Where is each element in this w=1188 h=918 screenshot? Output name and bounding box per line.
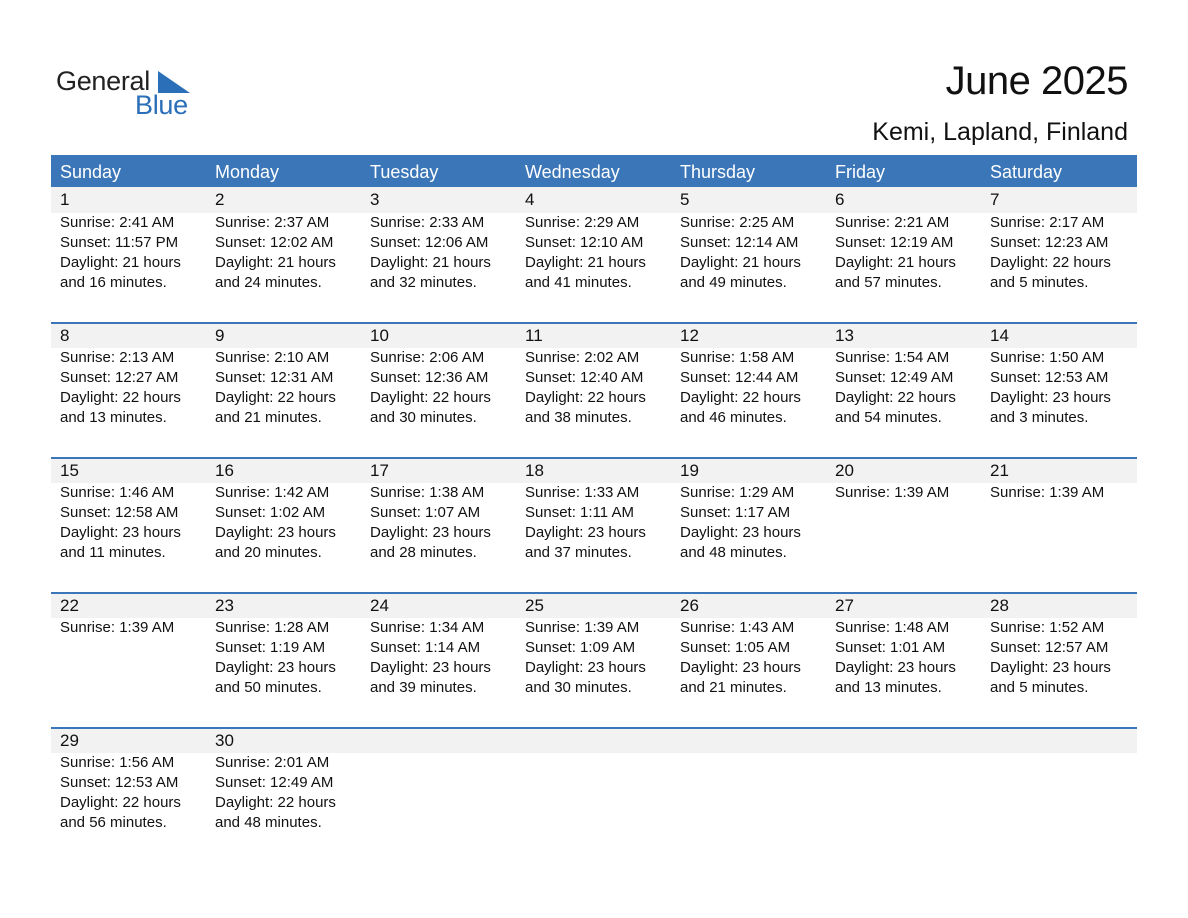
day-info <box>215 618 361 698</box>
day-info-line: Sunrise: 1:46 AM <box>60 484 175 501</box>
day-info-line: and 30 minutes. <box>525 679 632 696</box>
day-info-line: and 37 minutes. <box>525 544 632 561</box>
day-number: 10 <box>370 326 389 345</box>
day-cell <box>361 594 516 698</box>
day-info-line: Sunset: 12:23 AM <box>990 234 1109 251</box>
day-info-line: Sunset: 1:17 AM <box>680 504 791 521</box>
day-info-line: Daylight: 23 hours <box>680 659 801 676</box>
day-info-line: Daylight: 22 hours <box>680 389 801 406</box>
day-cell <box>51 594 206 698</box>
day-info-line: Sunrise: 1:39 AM <box>990 484 1105 501</box>
day-info <box>60 348 206 428</box>
day-info-line: Sunrise: 1:50 AM <box>990 349 1105 366</box>
day-info-line: and 39 minutes. <box>370 679 477 696</box>
day-info-line: Sunset: 12:58 AM <box>60 504 179 521</box>
weekday-monday: Monday <box>215 162 280 182</box>
week-days <box>51 187 1137 293</box>
day-cell <box>671 187 826 293</box>
weekday-sunday: Sunday <box>60 162 122 182</box>
day-info <box>680 213 826 293</box>
day-number: 7 <box>990 190 1000 209</box>
day-number: 12 <box>680 326 699 345</box>
day-info-line: Daylight: 21 hours <box>215 254 336 271</box>
day-info-line: Sunrise: 2:25 AM <box>680 214 795 231</box>
day-number: 15 <box>60 461 79 480</box>
day-info-line: Sunrise: 2:21 AM <box>835 214 950 231</box>
day-cell <box>516 729 671 833</box>
day-info-line: Sunrise: 2:37 AM <box>215 214 330 231</box>
day-cell <box>826 729 981 833</box>
day-info-line: Sunset: 1:02 AM <box>215 504 326 521</box>
day-info <box>990 483 1137 503</box>
day-info-line: Sunset: 12:06 AM <box>370 234 489 251</box>
day-info <box>990 618 1137 698</box>
day-info-line: Daylight: 21 hours <box>835 254 956 271</box>
day-info-line: and 54 minutes. <box>835 409 942 426</box>
day-cell <box>671 729 826 833</box>
week-days <box>51 324 1137 428</box>
day-info-line: and 20 minutes. <box>215 544 322 561</box>
day-info-line: Daylight: 21 hours <box>525 254 646 271</box>
day-cell <box>826 324 981 428</box>
day-info-line: Sunset: 1:14 AM <box>370 639 481 656</box>
day-info-line: Daylight: 23 hours <box>370 659 491 676</box>
day-info-line: and 11 minutes. <box>60 544 166 561</box>
day-cell <box>51 459 206 563</box>
day-info-line: and 48 minutes. <box>680 544 787 561</box>
day-cell <box>516 459 671 563</box>
day-info-line: Daylight: 22 hours <box>215 794 336 811</box>
day-info-line: Daylight: 21 hours <box>370 254 491 271</box>
day-info-line: Daylight: 22 hours <box>215 389 336 406</box>
day-info-line: Sunset: 12:49 AM <box>215 774 334 791</box>
day-info <box>680 483 826 563</box>
day-cell <box>516 324 671 428</box>
day-number <box>680 729 826 753</box>
day-number <box>370 729 516 753</box>
day-info-line: Sunrise: 1:39 AM <box>60 619 175 636</box>
day-info <box>215 213 361 293</box>
weekday-friday: Friday <box>835 162 886 182</box>
day-info-line: Daylight: 23 hours <box>525 524 646 541</box>
day-info <box>835 483 981 503</box>
day-info-line: and 49 minutes. <box>680 274 787 291</box>
day-info <box>370 348 516 428</box>
day-info-line: Sunset: 12:53 AM <box>990 369 1109 386</box>
day-info-line: Sunset: 12:36 AM <box>370 369 489 386</box>
day-info-line: Sunset: 12:53 AM <box>60 774 179 791</box>
day-info-line: Daylight: 22 hours <box>525 389 646 406</box>
day-info <box>215 348 361 428</box>
day-cell <box>361 459 516 563</box>
day-info-line: and 13 minutes. <box>835 679 942 696</box>
day-cell <box>51 324 206 428</box>
day-number: 6 <box>835 190 845 209</box>
day-info-line: Sunset: 12:57 AM <box>990 639 1109 656</box>
day-cell <box>981 459 1137 563</box>
day-info-line: Sunset: 1:05 AM <box>680 639 791 656</box>
day-info <box>215 753 361 833</box>
day-info <box>990 213 1137 293</box>
day-cell <box>361 729 516 833</box>
day-number: 16 <box>215 461 234 480</box>
day-info-line: Sunrise: 1:33 AM <box>525 484 640 501</box>
day-number: 18 <box>525 461 544 480</box>
day-cell <box>826 187 981 293</box>
day-info-line: and 24 minutes. <box>215 274 322 291</box>
day-info-line: Sunset: 12:49 AM <box>835 369 954 386</box>
day-info-line: and 46 minutes. <box>680 409 787 426</box>
day-info-line: Sunrise: 1:58 AM <box>680 349 795 366</box>
day-number: 2 <box>215 190 225 209</box>
day-info-line: Daylight: 21 hours <box>60 254 181 271</box>
day-number <box>525 729 671 753</box>
day-info-line: Sunrise: 2:17 AM <box>990 214 1105 231</box>
calendar-weeks <box>51 187 1137 862</box>
day-info-line: and 56 minutes. <box>60 814 167 831</box>
day-info-line: and 57 minutes. <box>835 274 942 291</box>
day-cell <box>826 459 981 563</box>
day-number: 14 <box>990 326 1009 345</box>
day-info <box>370 618 516 698</box>
day-info-line: Sunset: 1:07 AM <box>370 504 481 521</box>
day-number: 26 <box>680 596 699 615</box>
day-info <box>525 483 671 563</box>
day-cell <box>206 187 361 293</box>
day-info-line: Sunrise: 2:41 AM <box>60 214 175 231</box>
day-cell <box>51 729 206 833</box>
day-info-line: Daylight: 23 hours <box>370 524 491 541</box>
weekday-thursday: Thursday <box>680 162 756 182</box>
day-info-line: Sunset: 1:19 AM <box>215 639 326 656</box>
calendar-week <box>51 187 1137 322</box>
day-info-line: Daylight: 23 hours <box>525 659 646 676</box>
calendar-week <box>51 457 1137 592</box>
day-info <box>215 483 361 563</box>
day-info-line: Sunrise: 2:33 AM <box>370 214 485 231</box>
day-number: 27 <box>835 596 854 615</box>
day-info-line: Daylight: 23 hours <box>990 389 1111 406</box>
day-cell <box>206 459 361 563</box>
day-info-line: Sunrise: 2:02 AM <box>525 349 640 366</box>
day-info-line: Sunrise: 1:38 AM <box>370 484 485 501</box>
day-info-line: and 5 minutes. <box>990 274 1089 291</box>
day-info <box>835 213 981 293</box>
day-info-line: Sunrise: 2:06 AM <box>370 349 485 366</box>
day-info-line: and 41 minutes. <box>525 274 632 291</box>
day-info-line: Sunrise: 1:42 AM <box>215 484 330 501</box>
day-info <box>60 213 206 293</box>
day-cell <box>206 324 361 428</box>
weekday-tuesday: Tuesday <box>370 162 439 182</box>
day-number <box>990 729 1137 753</box>
day-info-line: Sunrise: 1:39 AM <box>525 619 640 636</box>
day-cell <box>671 594 826 698</box>
day-info-line: Sunset: 12:31 AM <box>215 369 334 386</box>
day-info-line: Sunrise: 1:29 AM <box>680 484 795 501</box>
calendar-week <box>51 322 1137 457</box>
logo-blue-text: Blue <box>135 90 188 120</box>
day-cell <box>51 187 206 293</box>
day-info-line: and 48 minutes. <box>215 814 322 831</box>
day-info-line: Daylight: 22 hours <box>60 794 181 811</box>
day-number: 21 <box>990 461 1009 480</box>
day-cell <box>361 187 516 293</box>
calendar-week <box>51 727 1137 862</box>
day-number: 5 <box>680 190 690 209</box>
day-info <box>835 348 981 428</box>
day-info-line: Sunrise: 1:48 AM <box>835 619 950 636</box>
day-cell <box>206 729 361 833</box>
weekday-saturday: Saturday <box>990 162 1063 182</box>
day-number: 30 <box>215 731 234 750</box>
weekday-header <box>51 155 1137 187</box>
day-number <box>835 729 981 753</box>
day-info <box>60 753 206 833</box>
day-info-line: Daylight: 23 hours <box>835 659 956 676</box>
day-info-line: Daylight: 23 hours <box>990 659 1111 676</box>
day-info <box>370 213 516 293</box>
day-number: 25 <box>525 596 544 615</box>
week-days <box>51 594 1137 698</box>
day-info-line: Sunset: 1:11 AM <box>525 504 634 521</box>
weekday-wednesday: Wednesday <box>525 162 620 182</box>
day-info <box>525 213 671 293</box>
day-cell <box>981 187 1137 293</box>
day-info-line: and 13 minutes. <box>60 409 167 426</box>
logo-general-text: General <box>56 66 150 96</box>
day-number: 8 <box>60 326 70 345</box>
day-info-line: and 21 minutes. <box>680 679 787 696</box>
day-info-line: and 21 minutes. <box>215 409 322 426</box>
day-info-line: Sunrise: 1:54 AM <box>835 349 950 366</box>
day-info-line: and 32 minutes. <box>370 274 477 291</box>
day-info-line: Daylight: 22 hours <box>60 389 181 406</box>
day-number: 13 <box>835 326 854 345</box>
day-info-line: Sunrise: 1:34 AM <box>370 619 485 636</box>
calendar-week <box>51 592 1137 727</box>
day-number: 9 <box>215 326 225 345</box>
day-info-line: Daylight: 22 hours <box>370 389 491 406</box>
day-number: 23 <box>215 596 234 615</box>
day-cell <box>516 187 671 293</box>
day-cell <box>671 459 826 563</box>
day-cell <box>516 594 671 698</box>
day-number: 17 <box>370 461 389 480</box>
day-number: 1 <box>60 190 70 209</box>
day-cell <box>826 594 981 698</box>
week-days <box>51 729 1137 833</box>
day-info-line: Sunrise: 1:52 AM <box>990 619 1105 636</box>
day-info-line: Daylight: 23 hours <box>215 524 336 541</box>
day-info <box>680 348 826 428</box>
day-info-line: Daylight: 23 hours <box>680 524 801 541</box>
day-number: 3 <box>370 190 380 209</box>
day-info <box>60 483 206 563</box>
day-number: 19 <box>680 461 699 480</box>
day-info-line: Sunrise: 2:13 AM <box>60 349 175 366</box>
day-info-line: and 28 minutes. <box>370 544 477 561</box>
day-cell <box>361 324 516 428</box>
day-info-line: and 38 minutes. <box>525 409 632 426</box>
day-info-line: Daylight: 23 hours <box>60 524 181 541</box>
day-info-line: Sunset: 12:14 AM <box>680 234 799 251</box>
day-info-line: Daylight: 22 hours <box>990 254 1111 271</box>
day-info-line: Sunset: 12:10 AM <box>525 234 644 251</box>
logo <box>56 66 216 122</box>
day-cell <box>981 324 1137 428</box>
day-info-line: and 30 minutes. <box>370 409 477 426</box>
day-cell <box>206 594 361 698</box>
day-info-line: Sunset: 12:40 AM <box>525 369 644 386</box>
day-info <box>525 618 671 698</box>
day-number: 29 <box>60 731 79 750</box>
day-info-line: Daylight: 22 hours <box>835 389 956 406</box>
day-info <box>60 618 206 638</box>
day-number: 24 <box>370 596 389 615</box>
day-info-line: Sunrise: 2:10 AM <box>215 349 330 366</box>
day-info <box>680 618 826 698</box>
week-days <box>51 459 1137 563</box>
day-cell <box>981 729 1137 833</box>
day-info-line: and 16 minutes. <box>60 274 167 291</box>
day-info-line: Sunrise: 1:56 AM <box>60 754 175 771</box>
day-info-line: Sunrise: 2:29 AM <box>525 214 640 231</box>
day-number: 22 <box>60 596 79 615</box>
day-info <box>835 618 981 698</box>
page-title: June 2025 <box>945 59 1128 103</box>
day-info-line: Sunset: 12:19 AM <box>835 234 954 251</box>
day-cell <box>981 594 1137 698</box>
day-info-line: Daylight: 23 hours <box>215 659 336 676</box>
calendar <box>51 155 1137 862</box>
day-info-line: Sunrise: 1:39 AM <box>835 484 950 501</box>
day-info-line: Sunset: 1:09 AM <box>525 639 636 656</box>
location-subtitle: Kemi, Lapland, Finland <box>872 118 1128 146</box>
day-info-line: Sunset: 12:02 AM <box>215 234 334 251</box>
day-info <box>525 348 671 428</box>
day-info-line: Sunrise: 1:43 AM <box>680 619 795 636</box>
day-number: 20 <box>835 461 854 480</box>
day-info-line: and 3 minutes. <box>990 409 1089 426</box>
day-number: 4 <box>525 190 535 209</box>
day-info-line: Sunset: 12:27 AM <box>60 369 179 386</box>
day-info-line: and 50 minutes. <box>215 679 322 696</box>
day-info <box>990 348 1137 428</box>
day-number: 28 <box>990 596 1009 615</box>
day-cell <box>671 324 826 428</box>
day-info-line: Sunset: 1:01 AM <box>835 639 946 656</box>
day-info-line: Sunrise: 2:01 AM <box>215 754 330 771</box>
day-info-line: Sunset: 11:57 PM <box>60 234 179 251</box>
day-info-line: Daylight: 21 hours <box>680 254 801 271</box>
day-info-line: Sunset: 12:44 AM <box>680 369 799 386</box>
day-info-line: and 5 minutes. <box>990 679 1089 696</box>
day-info-line: Sunrise: 1:28 AM <box>215 619 330 636</box>
day-number: 11 <box>525 326 543 345</box>
day-info <box>370 483 516 563</box>
